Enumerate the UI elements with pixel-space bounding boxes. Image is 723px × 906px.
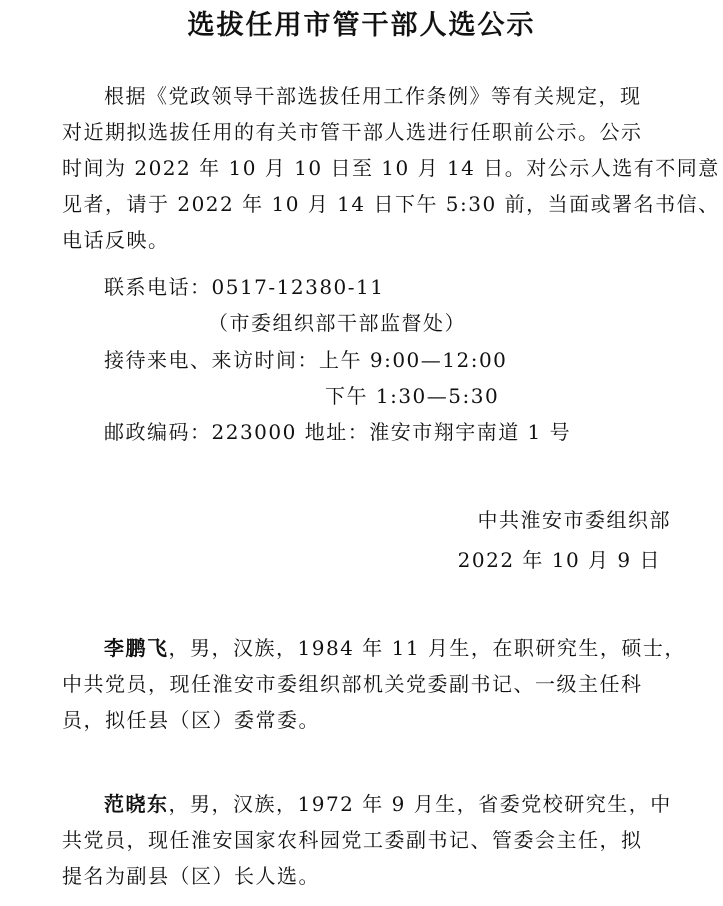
candidate-1-line-1 [104,634,686,662]
intro-line-4: 见者，请于 2022 年 10 月 14 日下午 5:30 前，当面或署名书信、 [62,192,720,216]
candidate-2-line-3: 提名为副县（区）长人选。 [62,864,320,888]
page-title: 选拔任用市管干部人选公示 [187,10,536,41]
intro-line-1: 根据《党政领导干部选拔任用工作条例》等有关规定，现 [104,84,642,108]
candidate-2-details: ，男，汉族，1972 年 9 月生，省委党校研究生，中 [168,792,672,816]
candidate-1-name: 李鹏飞 [104,636,169,660]
candidate-2-name: 范晓东 [104,792,169,816]
intro-line-3: 时间为 2022 年 10 月 10 日至 10 月 14 日。对公示人选有不同意 [62,156,720,180]
reception-hours-afternoon: 下午 1:30—5:30 [325,384,500,408]
contact-department: （市委组织部干部监督处） [208,311,466,335]
candidate-2-line-2: 共党员，现任淮安国家农科园党工委副书记、管委会主任，拟 [62,828,643,852]
signature-date: 2022 年 10 月 9 日 [457,548,661,572]
signature-organization: 中共淮安市委组织部 [477,508,671,532]
reception-hours-morning: 接待来电、来访时间：上午 9:00—12:00 [104,348,508,372]
contact-phone: 联系电话：0517-12380-11 [104,275,385,299]
candidate-1-line-3: 员，拟任县（区）委常委。 [62,708,320,732]
candidate-1-details: ，男，汉族，1984 年 11 月生，在职研究生，硕士， [168,636,686,660]
intro-line-2: 对近期拟选拔任用的有关市管干部人选进行任职前公示。公示 [62,120,643,144]
candidate-2-line-1 [104,790,672,818]
intro-line-5: 电话反映。 [62,228,170,252]
postal-address: 邮政编码：223000 地址：淮安市翔宇南道 1 号 [104,420,572,444]
candidate-1-line-2: 中共党员，现任淮安市委组织部机关党委副书记、一级主任科 [62,672,643,696]
